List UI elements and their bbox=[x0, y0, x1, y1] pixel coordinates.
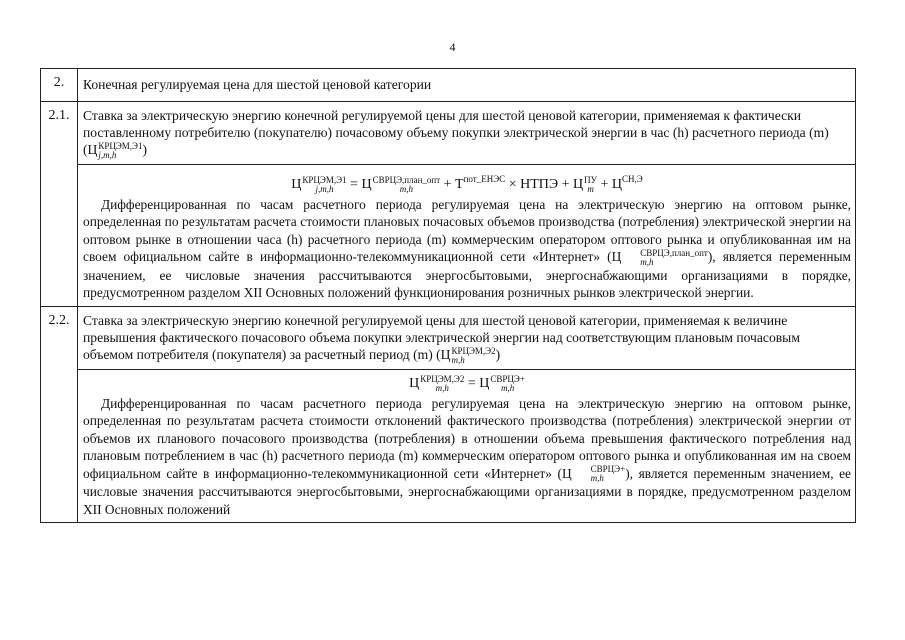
formula-21-eq: = bbox=[346, 176, 362, 192]
page-number: 4 bbox=[449, 40, 456, 54]
item-21-number: 2.1. bbox=[41, 102, 78, 307]
item-21-heading-row bbox=[41, 102, 856, 165]
item-21-heading-sup: КРЦЭМ,Э1 bbox=[98, 140, 143, 151]
item-21-paragraph bbox=[83, 196, 851, 302]
item-22-heading-sub: m,h bbox=[451, 354, 465, 365]
formula-21-t1-sub: m,h bbox=[399, 183, 413, 194]
formula-21-t3-sup: ПУ bbox=[584, 174, 597, 185]
formula-21-times: × НТПЭ + bbox=[505, 176, 573, 192]
item-21-heading-sub: j,m,h bbox=[98, 149, 117, 160]
item-22-paragraph-b: ), является переменным значением, ее числовые значения рассчитываются энергосбытовыми, энергоснабжающими организациями в порядке, предусмотренном разделом XII Основных положений bbox=[83, 465, 852, 517]
item-21-heading-end: ) bbox=[142, 142, 148, 157]
item-21-para-sub: m,h bbox=[640, 257, 654, 268]
section-title: Конечная регулируемая цена для шестой ценовой категории bbox=[78, 69, 856, 102]
formula-22-lhs: Ц bbox=[409, 375, 420, 391]
formula-21-t1: Ц bbox=[361, 176, 372, 192]
item-22-heading-symbol: Ц bbox=[440, 346, 451, 362]
formula-21-lhs-sup: КРЦЭМ,Э1 bbox=[302, 174, 347, 185]
formula-21-plus2: + bbox=[597, 176, 612, 192]
section-row bbox=[41, 69, 856, 102]
formula-21-t4: Ц bbox=[611, 176, 623, 192]
section-number: 2. bbox=[41, 69, 78, 102]
formula-21-lhs: Ц bbox=[291, 176, 302, 192]
formula-22-t1-sup: СВРЦЭ+ bbox=[490, 373, 525, 384]
item-21-body-row bbox=[41, 164, 856, 306]
item-22-para-sup: СВРЦЭ+ bbox=[590, 464, 626, 475]
item-21-heading bbox=[78, 102, 856, 165]
item-21-heading-text: Ставка за электрическую энергию конечной регулируемой цены для шестой ценовой категории, применяемая к фактически поставленному потребителю (покупателю) почасовому объему покупки электрической энергии в час (h) расчетного периода (m) ( bbox=[83, 108, 829, 157]
formula-21-lhs-sub: j,m,h bbox=[315, 183, 334, 194]
formula-22-lhs-sup: КРЦЭМ,Э2 bbox=[420, 373, 465, 384]
item-22-para-symbol: Ц bbox=[561, 465, 572, 481]
formula-21-t4-sup: СН,Э bbox=[622, 173, 643, 184]
formula-22-eq: = bbox=[464, 375, 480, 391]
price-table bbox=[40, 68, 856, 523]
formula-21-plus1: + bbox=[440, 176, 456, 192]
item-21-body bbox=[78, 164, 856, 306]
item-22-heading-row bbox=[41, 306, 856, 369]
formula-22-t1: Ц bbox=[479, 375, 490, 391]
formula-21-t2-sup: пот_ЕНЭС bbox=[463, 173, 506, 184]
item-22-paragraph bbox=[83, 395, 851, 518]
formula-22-lhs-sub: m,h bbox=[435, 382, 449, 393]
item-22-formula bbox=[83, 375, 851, 393]
formula-22-t1-sub: m,h bbox=[501, 382, 515, 393]
item-22-body bbox=[78, 369, 856, 523]
item-21-heading-symbol: Ц bbox=[87, 142, 98, 157]
item-22-paragraph-a: Дифференцированная по часам расчетного периода регулируемая цена на электрическую энергию на оптовом рынке, определенная по результатам расчета стоимости отклонений фактического производства (потребления) электрической энергии от объемов их планового почасового производства (потребления) в отношении объема превышения фактического потребления над плановым потреблением в час (h) расчетного периода (m) коммерческим оператором оптового рынка и опубликованная им на своем официальном сайте в информационно-телекоммуникационной сети «Интернет» ( bbox=[83, 395, 851, 481]
formula-21-t3: Ц bbox=[573, 176, 584, 192]
item-21-paragraph-b: ), является переменным значением, ее числовые значения рассчитываются энергосбытовыми, энергоснабжающими организациями в порядке, предусмотренном разделом XII Основных положений функционирования розничных рынков электрической энергии. bbox=[83, 249, 852, 301]
item-22-heading-end: ) bbox=[495, 346, 501, 362]
item-22-para-sub: m,h bbox=[590, 473, 604, 484]
formula-21-t2: Т bbox=[455, 176, 464, 192]
item-21-formula bbox=[83, 170, 851, 194]
item-22-heading bbox=[78, 306, 856, 369]
formula-21-t1-sup: СВРЦЭ,план_опт bbox=[372, 174, 441, 185]
item-21-paragraph-a: Дифференцированная по часам расчетного периода регулируемая цена на электрическую энергию на оптовом рынке, определенная по результатам расчета стоимости плановых почасовых объемов производства (потребления) электрической энергии на оптовом рынке в отношении часа (h) расчетного периода (m) коммерческим оператором оптового рынка и опубликованная им на своем официальном сайте в информационно-телекоммуникационной сети «Интернет» ( bbox=[83, 196, 851, 265]
item-22-number: 2.2. bbox=[41, 306, 78, 522]
formula-21-t3-sub: m bbox=[587, 183, 594, 194]
item-22-heading-text: Ставка за электрическую энергию конечной регулируемой цены для шестой ценовой категории, применяемая к величине превышения фактического почасового объема покупки электрической энергии над соответствующим плановым почасовым объемом потребителя (покупателя) за расчетный период (m) ( bbox=[83, 312, 800, 362]
item-21-para-sup: СВРЦЭ,план_опт bbox=[640, 248, 708, 259]
item-22-body-row bbox=[41, 369, 856, 523]
item-22-heading-sup: КРЦЭМ,Э2 bbox=[451, 345, 496, 356]
item-21-para-symbol: Ц bbox=[611, 249, 622, 265]
